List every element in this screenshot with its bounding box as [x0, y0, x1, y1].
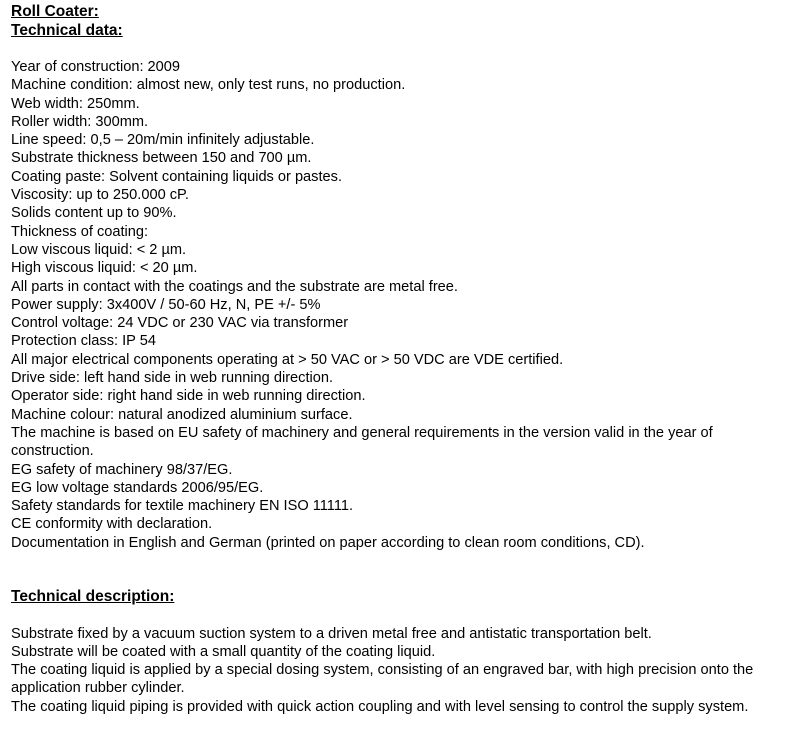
spec-line: CE conformity with declaration.: [11, 516, 213, 533]
description-line: Substrate fixed by a vacuum suction system to a driven metal free and antistatic transportation belt.: [11, 625, 652, 642]
technical-description-list: [11, 625, 791, 716]
spec-line: Substrate thickness between 150 and 700 µm.: [11, 150, 312, 167]
spec-line: Drive side: left hand side in web running direction.: [11, 370, 334, 387]
description-line: Substrate will be coated with a small quantity of the coating liquid.: [11, 643, 436, 660]
spec-line: Protection class: IP 54: [11, 333, 156, 350]
spec-line: Solids content up to 90%.: [11, 205, 177, 222]
spec-line: High viscous liquid: < 20 µm.: [11, 260, 198, 277]
spec-line: All parts in contact with the coatings and the substrate are metal free.: [11, 278, 458, 295]
spec-line: Coating paste: Solvent containing liquids or pastes.: [11, 168, 342, 185]
description-line: The coating liquid piping is provided with quick action coupling and with level sensing to control the supply system.: [11, 698, 749, 715]
spec-line: Line speed: 0,5 – 20m/min infinitely adjustable.: [11, 132, 315, 149]
document-page: [11, 3, 791, 716]
document-title: Roll Coater:: [11, 3, 99, 20]
spec-line: The machine is based on EU safety of machinery and general requirements in the version valid in the year of construction.: [11, 424, 713, 460]
spec-line: Machine condition: almost new, only test runs, no production.: [11, 77, 406, 94]
technical-data-heading: Technical data:: [11, 21, 123, 39]
description-line: The coating liquid is applied by a special dosing system, consisting of an engraved bar, with high precision onto the application rubber cylinder.: [11, 662, 754, 697]
spacer: [11, 40, 791, 58]
spec-line: Low viscous liquid: < 2 µm.: [11, 241, 187, 258]
spec-line: Safety standards for textile machinery EN ISO 11111.: [11, 498, 354, 515]
spec-line: Thickness of coating:: [11, 223, 149, 240]
spec-line: Roller width: 300mm.: [11, 113, 149, 130]
spec-line: All major electrical components operating at > 50 VAC or > 50 VDC are VDE certified.: [11, 351, 564, 368]
spec-line: Year of construction: 2009: [11, 59, 181, 75]
spec-line: Power supply: 3x400V / 50-60 Hz, N, PE +/- 5%: [11, 296, 321, 313]
spacer: [11, 607, 791, 625]
spec-line: Documentation in English and German (printed on paper according to clean room conditions, CD).: [11, 534, 645, 551]
spec-line: EG low voltage standards 2006/95/EG.: [11, 479, 264, 496]
spec-line: Viscosity: up to 250.000 cP.: [11, 187, 189, 204]
spec-line: Machine colour: natural anodized aluminium surface.: [11, 406, 353, 423]
technical-data-list: [11, 58, 791, 552]
spacer: [11, 552, 791, 588]
spec-line: EG safety of machinery 98/37/EG.: [11, 461, 233, 478]
technical-description-heading: Technical description:: [11, 588, 175, 606]
spec-line: Operator side: right hand side in web running direction.: [11, 388, 366, 405]
spec-line: Control voltage: 24 VDC or 230 VAC via transformer: [11, 315, 349, 332]
spec-line: Web width: 250mm.: [11, 95, 140, 112]
